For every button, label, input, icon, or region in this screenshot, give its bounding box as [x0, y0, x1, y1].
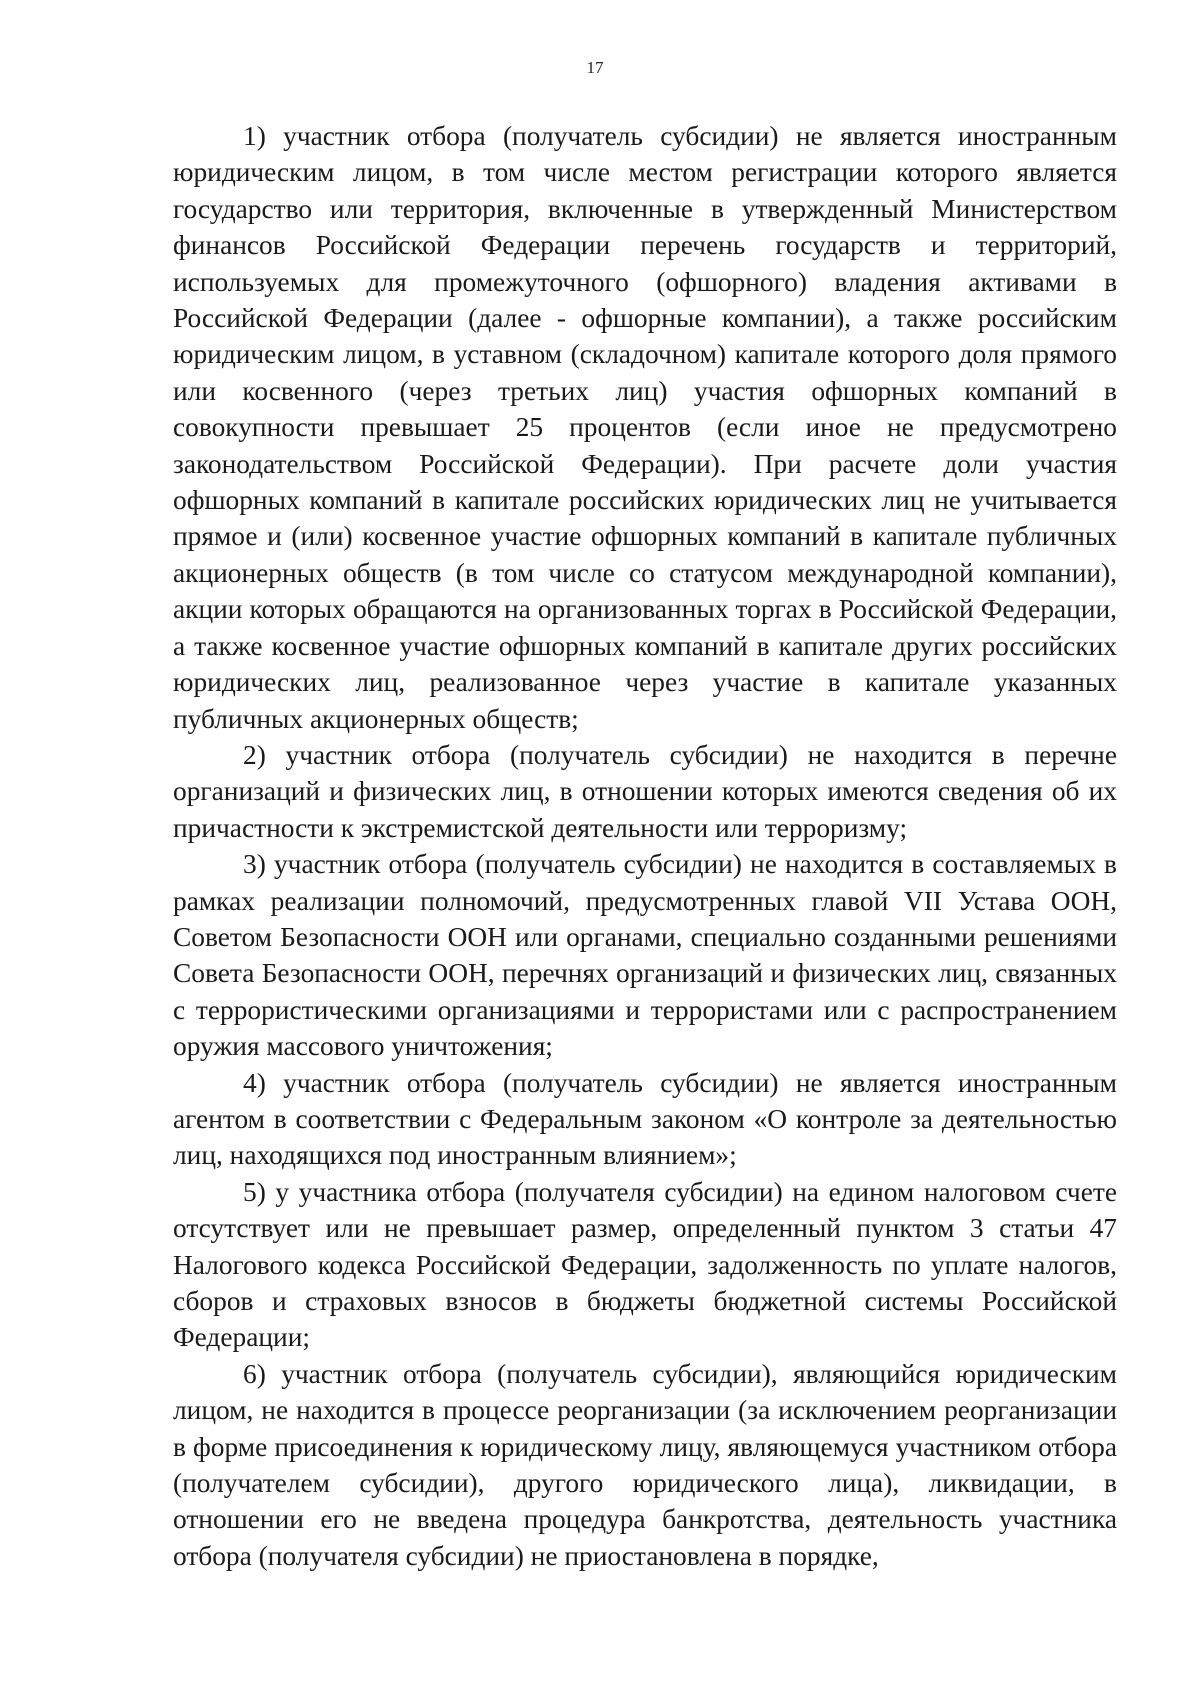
paragraph-4: 4) участник отбора (получатель субсидии) не является иностранным агентом в соответствии с Федеральным законом «О контроле за деятельностью лиц, находящихся под иностранным влиянием»;	[173, 1067, 1117, 1171]
paragraph-2: 2) участник отбора (получатель субсидии) не находится в перечне организаций и физических лиц, в отношении которых имеются сведения об их причастности к экстремистской деятельности или терроризму;	[173, 739, 1117, 843]
paragraph-6: 6) участник отбора (получатель субсидии), являющийся юридическим лицом, не находится в процессе реорганизации (за исключением реорганизации в форме присоединения к юридическому лицу, являющемуся участником отбора (получателем субсидии), другого юридического лица), ликвидации, в отношении его не введена процедура банкротства, деятельность участника отбора (получателя субсидии) не приостановлена в порядке,	[173, 1358, 1117, 1571]
paragraph-5: 5) у участника отбора (получателя субсидии) на едином налоговом счете отсутствует или не превышает размер, определенный пунктом 3 статьи 47 Налогового кодекса Российской Федерации, задолженность по уплате налогов, сборов и страховых взносов в бюджеты бюджетной системы Российской Федерации;	[173, 1176, 1117, 1353]
page-number: 17	[586, 58, 604, 77]
document-body	[173, 118, 1117, 1574]
paragraph-3: 3) участник отбора (получатель субсидии) не находится в составляемых в рамках реализации полномочий, предусмотренных главой VII Устава ООН, Советом Безопасности ООН или органами, специально созданными решениями Совета Безопасности ООН, перечнях организаций и физических лиц, связанных с террористическими организациями и террористами или с распространением оружия массового уничтожения;	[173, 849, 1117, 1062]
paragraph-1: 1) участник отбора (получатель субсидии) не является иностранным юридическим лицом, в том числе местом регистрации которого является государство или территория, включенные в утвержденный Министерством финансов Российской Федерации перечень государств и территорий, используемых для промежуточного (офшорного) владения активами в Российской Федерации (далее - офшорные компании), а также российским юридическим лицом, в уставном (складочном) капитале которого доля прямого или косвенного (через третьих лиц) участия офшорных компаний в совокупности превышает 25 процентов (если иное не предусмотрено законодательством Российской Федерации). При расчете доли участия офшорных компаний в капитале российских юридических лиц не учитывается прямое и (или) косвенное участие офшорных компаний в капитале публичных акционерных обществ (в том числе со статусом международной компании), акции которых обращаются на организованных торгах в Российской Федерации, а также косвенное участие офшорных компаний в капитале других российских юридических лиц, реализованное через участие в капитале указанных публичных акционерных обществ;	[173, 121, 1117, 734]
